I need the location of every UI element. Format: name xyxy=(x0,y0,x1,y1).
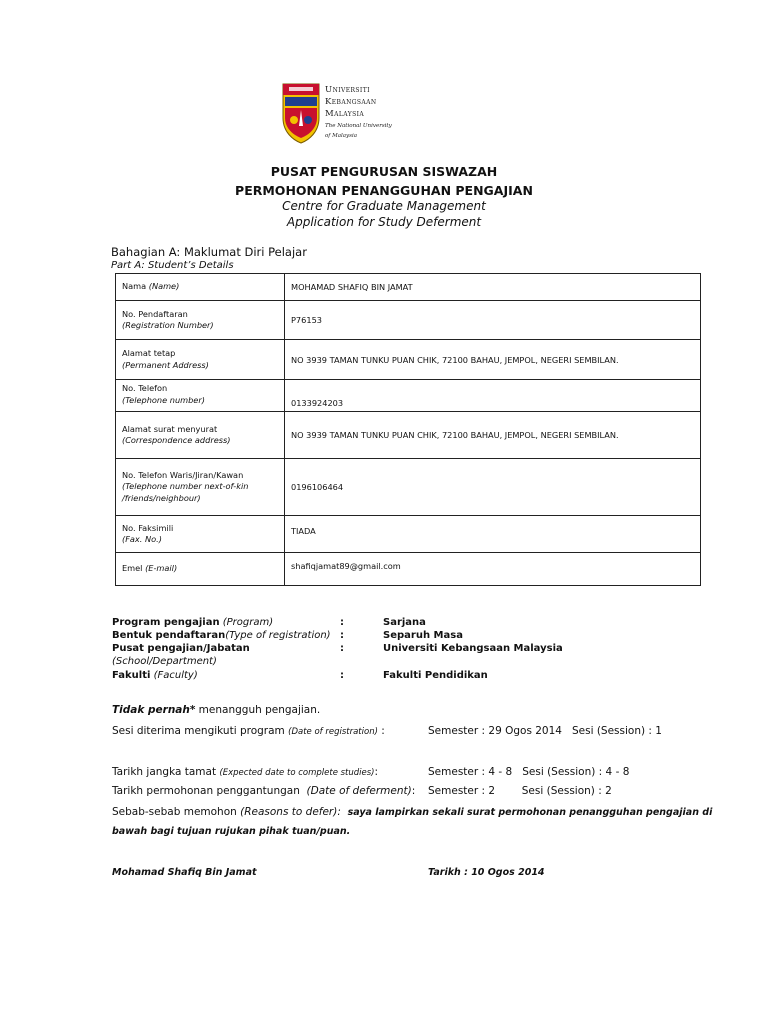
row-next-of-kin xyxy=(116,459,701,516)
signature-date: Tarikh : 10 Ogos 2014 xyxy=(428,867,545,878)
row-correspondence-address xyxy=(116,412,701,459)
row-name xyxy=(116,274,701,301)
kin-value: 0196106464 xyxy=(285,459,701,516)
kin-label-en-2: /friends/neighbour) xyxy=(122,492,201,503)
faculty-label-en: (Faculty) xyxy=(153,670,198,681)
date-registration-label-en: (Date of registration) xyxy=(288,727,378,737)
name-label: Nama xyxy=(122,281,147,292)
row-email xyxy=(116,553,701,586)
corr-label-en: (Correspondence address) xyxy=(122,435,231,445)
tel-label-en: (Telephone number) xyxy=(122,394,205,405)
ukm-crest-icon xyxy=(281,82,321,144)
program-colon: : xyxy=(340,617,344,628)
name-label-en: (Name) xyxy=(148,281,180,292)
fax-label-cell xyxy=(116,516,285,553)
reasons-label-en: (Reasons to defer): xyxy=(240,806,341,818)
row-permanent-address xyxy=(116,340,701,380)
reasons-text-2: bawah bagi tujuan rujukan pihak tuan/puan. xyxy=(112,826,351,837)
registration-type-label: Bentuk pendaftaran(Type of registration) xyxy=(112,630,331,641)
registration-type-value: Separuh Masa xyxy=(383,630,463,641)
title-centre: PUSAT PENGURUSAN SISWAZAH xyxy=(270,164,498,179)
tel-label: No. Telefon xyxy=(122,383,168,393)
never-deferred-rest: menangguh pengajian. xyxy=(195,704,321,716)
row-registration xyxy=(116,301,701,340)
row-telephone xyxy=(116,380,701,412)
date-registration-value: Semester : 29 Ogos 2014 Sesi (Session) : 1 xyxy=(428,725,662,737)
subtitle-application: Application for Study Deferment xyxy=(286,215,482,229)
deferment-date-label: Tarikh permohonan penggantungan (Date of deferment): xyxy=(112,785,416,797)
tel-label-cell xyxy=(116,380,285,412)
fax-label: No. Faksimili xyxy=(122,522,174,533)
section-a-title-en: Part A: Student’s Details xyxy=(111,260,234,271)
school-label: Pusat pengajian/Jabatan xyxy=(112,643,250,654)
title-application: PERMOHONAN PENANGGUHAN PENGAJIAN xyxy=(235,183,533,198)
subtitle-centre: Centre for Graduate Management xyxy=(282,199,486,213)
reasons-text-1: saya lampirkan sekali surat permohonan penangguhan pengajian di xyxy=(347,807,713,818)
school-colon: : xyxy=(340,643,344,654)
addr-label-cell xyxy=(116,340,285,380)
registration-type-colon: : xyxy=(340,630,344,641)
logo-line-2: Kebangsaan xyxy=(325,97,377,107)
never-deferred-line xyxy=(112,704,320,716)
email-label-cell xyxy=(116,553,285,586)
kin-label-en-1: (Telephone number next-of-kin xyxy=(122,481,249,492)
logo-line-3: Malaysia xyxy=(325,109,365,119)
program-label: Program pengajian (Program) xyxy=(112,617,274,628)
faculty-value: Fakulti Pendidikan xyxy=(383,670,488,681)
addr-label-en: (Permanent Address) xyxy=(122,359,209,370)
corr-label-cell xyxy=(116,412,285,459)
school-value: Universiti Kebangsaan Malaysia xyxy=(383,643,563,654)
deferment-date-value: Semester : 2 Sesi (Session) : 2 xyxy=(428,785,612,797)
addr-value: NO 3939 TAMAN TUNKU PUAN CHIK, 72100 BAHAU, JEMPOL, NEGERI SEMBILAN. xyxy=(285,340,701,380)
email-label-en: (E-mail) xyxy=(145,563,178,574)
name-value: MOHAMAD SHAFIQ BIN JAMAT xyxy=(285,274,701,301)
corr-label: Alamat surat menyurat xyxy=(122,423,218,434)
reg-label-en: (Registration Number) xyxy=(122,320,214,330)
reg-label: No. Pendaftaran xyxy=(122,308,188,319)
reg-label-cell xyxy=(116,301,285,340)
ukm-logo xyxy=(281,82,405,148)
reasons-line: Sebab-sebab memohon (Reasons to defer): saya lampirkan sekali surat permohonan penangguhan pengajian di xyxy=(112,806,713,818)
kin-label: No. Telefon Waris/Jiran/Kawan xyxy=(122,469,244,480)
tel-value: 0133924203 xyxy=(285,380,701,412)
program-value: Sarjana xyxy=(383,617,426,628)
expected-completion-label: Tarikh jangka tamat (Expected date to complete studies): xyxy=(112,766,379,778)
faculty-colon: : xyxy=(340,670,344,681)
student-details-table xyxy=(115,273,701,586)
expected-completion-label-en: (Expected date to complete studies) xyxy=(219,768,375,778)
university-name xyxy=(325,84,392,140)
kin-label-cell xyxy=(116,459,285,516)
registration-type-label-en: (Type of registration) xyxy=(225,630,331,641)
faculty-label: Fakulti (Faculty) xyxy=(112,670,198,681)
name-label-cell xyxy=(116,274,285,301)
logo-line-1: Universiti xyxy=(325,85,370,95)
fax-label-en: (Fax. No.) xyxy=(122,534,162,544)
row-fax xyxy=(116,516,701,553)
logo-tagline-1: The National University xyxy=(325,123,392,129)
email-value: shafiqjamat89@gmail.com xyxy=(285,553,701,586)
school-label-en: (School/Department) xyxy=(112,656,217,667)
expected-completion-value: Semester : 4 - 8 Sesi (Session) : 4 - 8 xyxy=(428,766,630,778)
logo-tagline-2: of Malaysia xyxy=(325,133,358,139)
addr-label: Alamat tetap xyxy=(122,348,176,358)
deferment-date-label-en: (Date of deferment) xyxy=(306,785,412,797)
section-a-title: Bahagian A: Maklumat Diri Pelajar xyxy=(111,245,307,259)
never-deferred-emph: Tidak pernah* xyxy=(112,704,196,716)
reg-value: P76153 xyxy=(285,301,701,340)
program-label-en: (Program) xyxy=(222,617,274,628)
fax-value: TIADA xyxy=(285,516,701,553)
corr-value: NO 3939 TAMAN TUNKU PUAN CHIK, 72100 BAHAU, JEMPOL, NEGERI SEMBILAN. xyxy=(285,412,701,459)
email-label: Emel xyxy=(122,563,143,574)
applicant-name: Mohamad Shafiq Bin Jamat xyxy=(112,867,257,878)
date-registration-label: Sesi diterima mengikuti program (Date of registration) : xyxy=(112,725,385,737)
